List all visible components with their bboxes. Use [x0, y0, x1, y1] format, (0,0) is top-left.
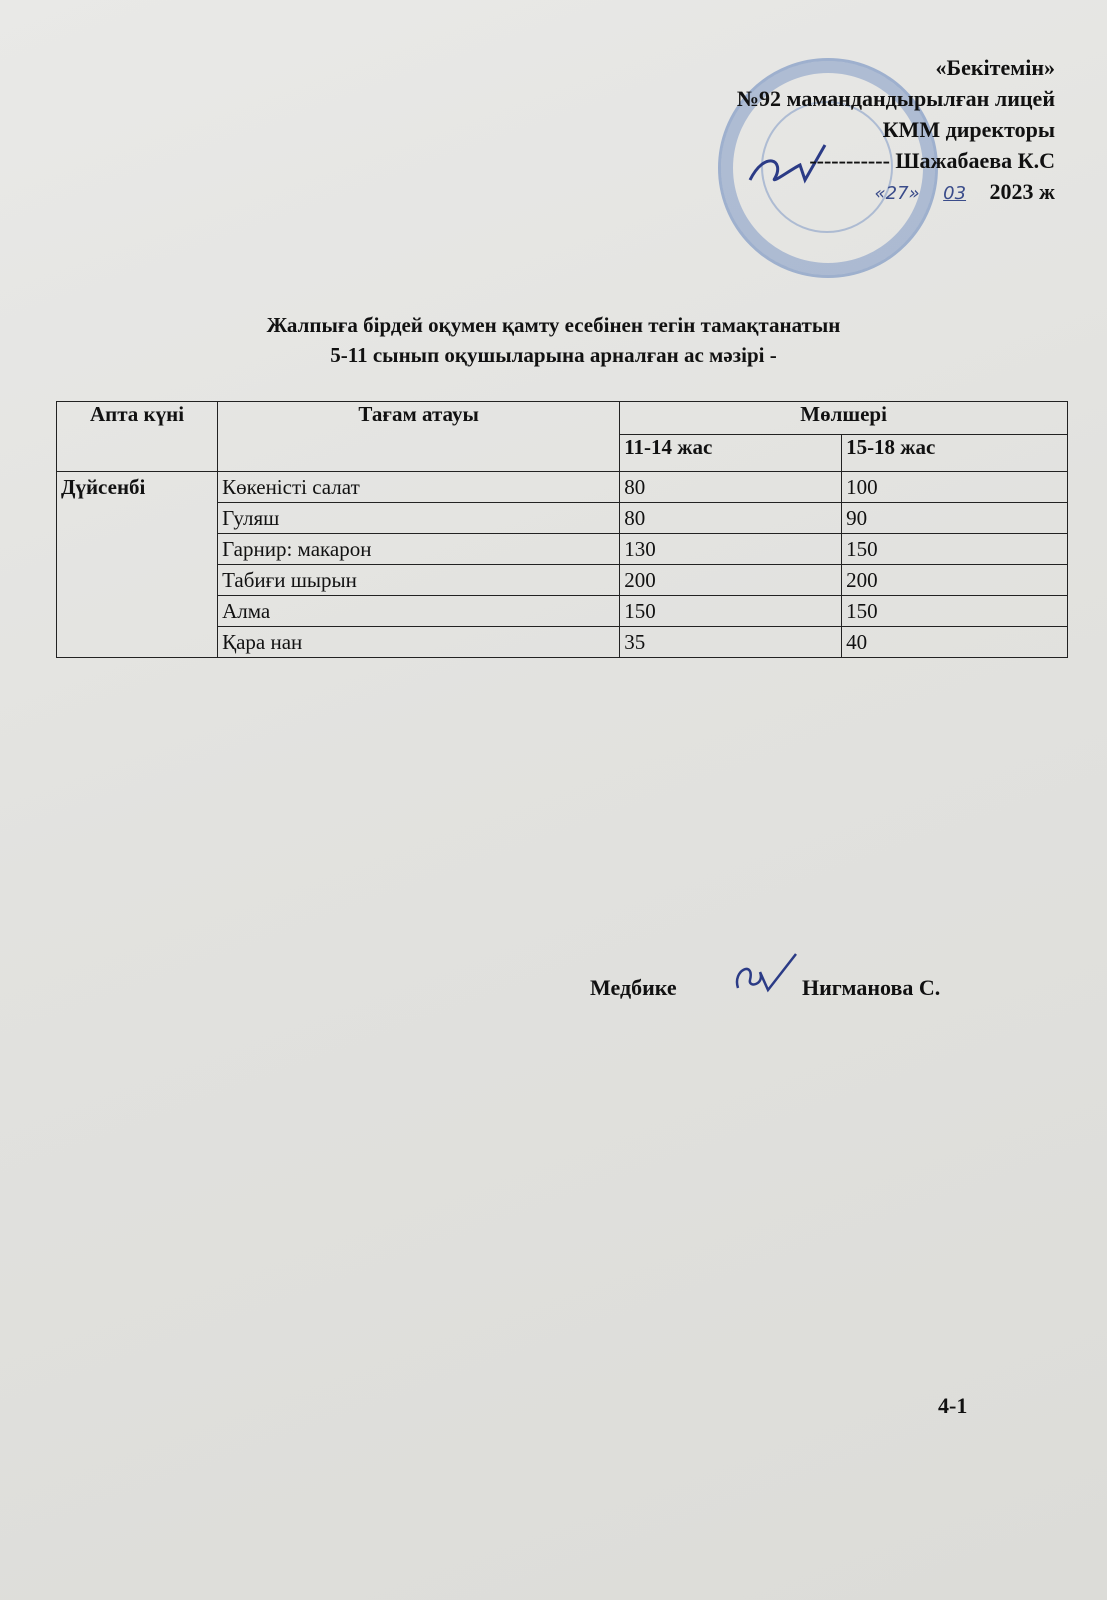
age1-cell: 150 — [620, 596, 842, 627]
approval-title: «Бекітемін» — [935, 55, 1055, 80]
age2-cell: 90 — [842, 503, 1068, 534]
age1-cell: 80 — [620, 503, 842, 534]
dish-cell: Гуляш — [218, 503, 620, 534]
header-age-15-18: 15-18 жас — [842, 435, 1068, 472]
header-day: Апта күні — [57, 402, 218, 472]
title-line-2: 5-11 сынып оқушыларына арналған ас мәзірі - — [330, 343, 777, 367]
approval-director: ----------- Шажабаева К.С — [809, 148, 1055, 173]
age2-cell: 150 — [842, 596, 1068, 627]
dish-cell: Көкеністі салат — [218, 472, 620, 503]
page-number: 4-1 — [938, 1393, 968, 1418]
age2-cell: 200 — [842, 565, 1068, 596]
title-line-1: Жалпыға бірдей оқумен қамту есебінен тегін тамақтанатын — [266, 313, 841, 337]
age2-cell: 150 — [842, 534, 1068, 565]
header-amount: Мөлшері — [620, 402, 1068, 435]
day-cell: Дүйсенбі — [57, 472, 218, 658]
age2-cell: 100 — [842, 472, 1068, 503]
signature-line — [590, 975, 941, 1001]
dish-cell: Гарнир: макарон — [218, 534, 620, 565]
approval-block — [737, 52, 1055, 209]
table-row — [57, 472, 1068, 503]
menu-table — [56, 401, 1068, 658]
document-title — [0, 310, 1107, 370]
header-age-11-14: 11-14 жас — [620, 435, 842, 472]
age2-cell: 40 — [842, 627, 1068, 658]
nurse-signature-icon — [730, 950, 800, 995]
date-year: 2023 ж — [989, 179, 1055, 204]
age1-cell: 130 — [620, 534, 842, 565]
approval-date — [737, 176, 1055, 209]
dish-cell: Табиғи шырын — [218, 565, 620, 596]
approval-position: КММ директоры — [882, 117, 1055, 142]
approval-school: №92 мамандандырылған лицей — [736, 86, 1055, 111]
date-month: 03 — [943, 183, 967, 204]
signature-role: Медбике — [590, 975, 677, 1000]
dish-cell: Алма — [218, 596, 620, 627]
dish-cell: Қара нан — [218, 627, 620, 658]
header-dish: Тағам атауы — [218, 402, 620, 472]
signature-name: Нигманова С. — [802, 975, 941, 1000]
date-day: «27» — [874, 183, 920, 204]
age1-cell: 35 — [620, 627, 842, 658]
age1-cell: 80 — [620, 472, 842, 503]
age1-cell: 200 — [620, 565, 842, 596]
